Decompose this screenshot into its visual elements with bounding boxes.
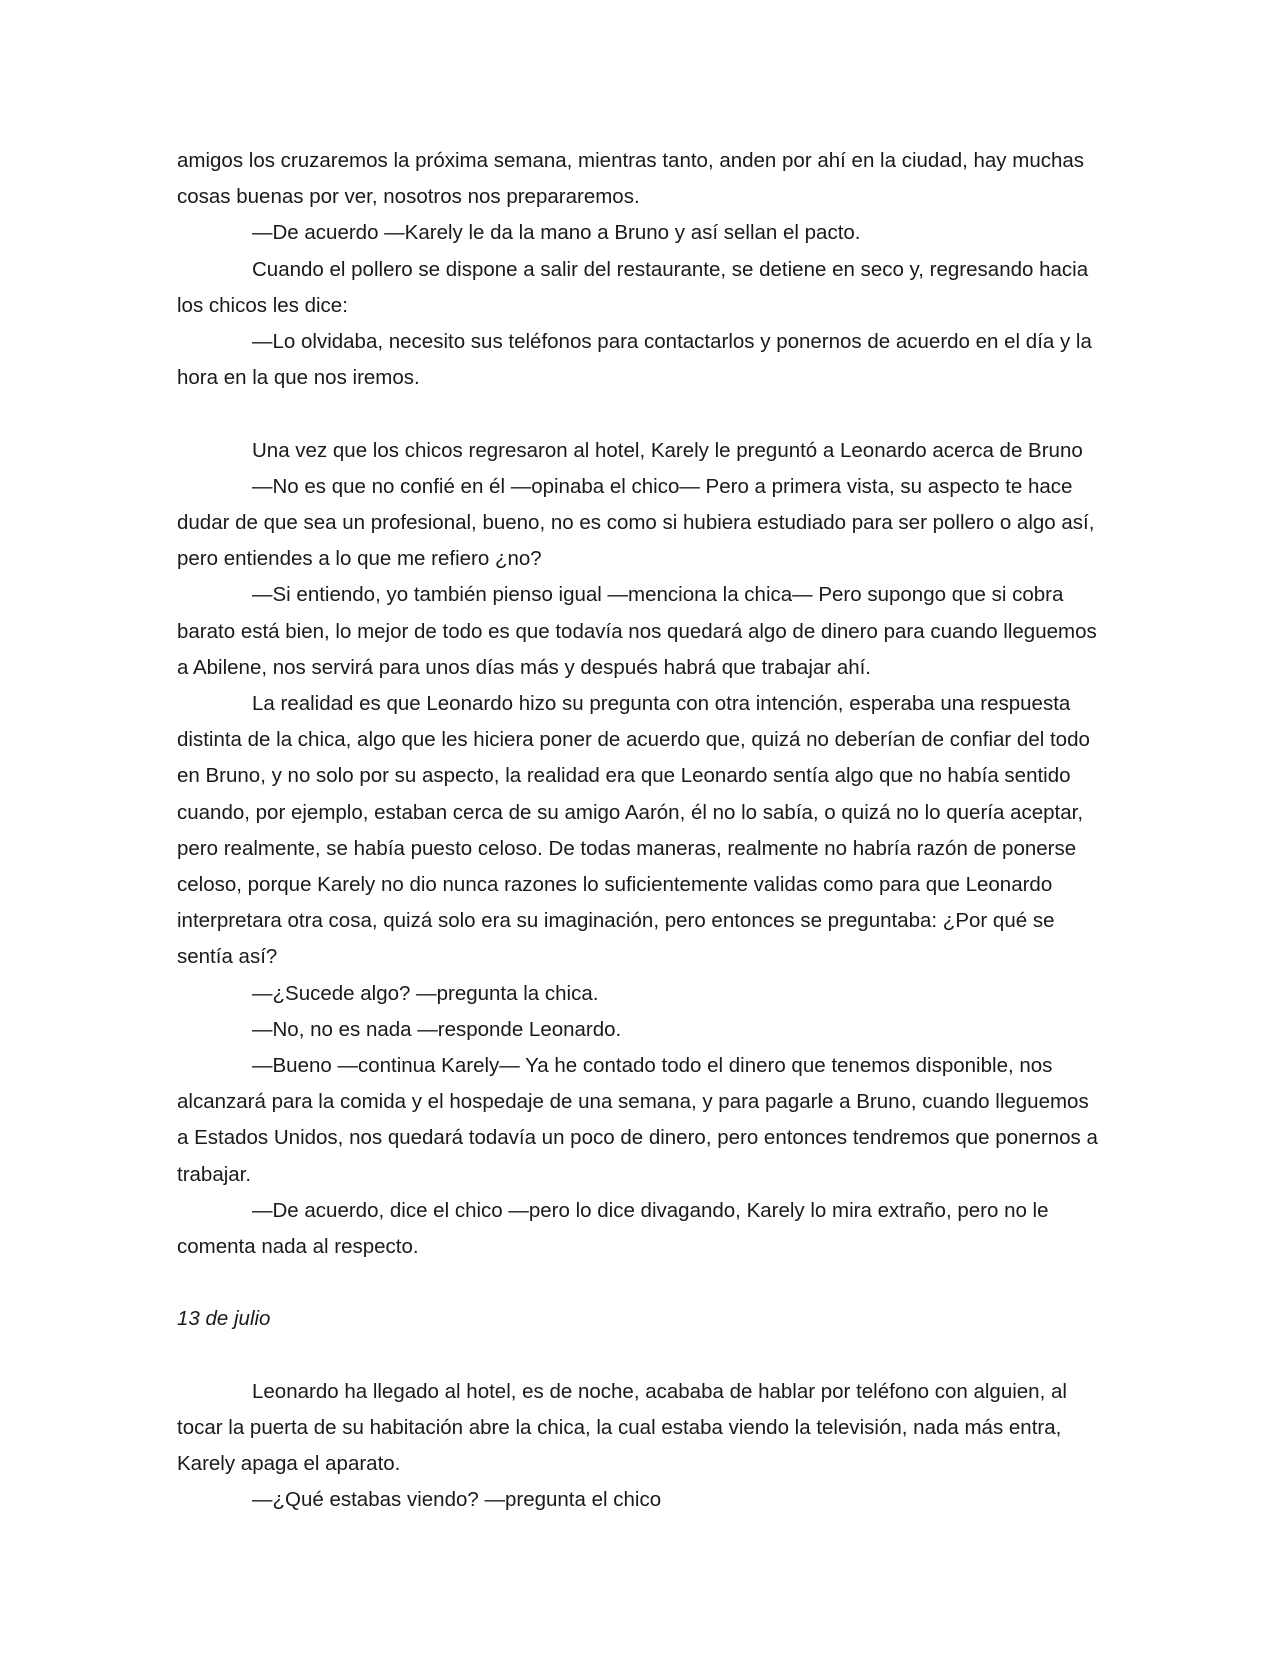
date-heading: 13 de julio <box>177 1307 271 1331</box>
document-body <box>177 143 1103 1519</box>
paragraph: La realidad es que Leonardo hizo su pregunta con otra intención, esperaba una respuesta distinta de la chica, algo que les hiciera poner de acuerdo que, quizá no deberían de confiar del todo en Bruno, y no solo por su aspecto, la realidad era que Leonardo sentía algo que no había sentido cuando, por ejemplo, estaban cerca de su amigo Aarón, él no lo sabía, o quizá no lo quería aceptar, pero realmente, se había puesto celoso. De todas maneras, realmente no habría razón de ponerse celoso, porque Karely no dio nunca razones lo suficientemente validas como para que Leonardo interpretara otra cosa, quizá solo era su imaginación, pero entonces se preguntaba: ¿Por qué se sentía así? <box>177 692 1090 969</box>
paragraph: Cuando el pollero se dispone a salir del restaurante, se detiene en seco y, regresando hacia los chicos les dice: <box>177 257 1089 317</box>
paragraph: —De acuerdo —Karely le da la mano a Bruno y así sellan el pacto. <box>252 221 861 245</box>
paragraph: —Bueno —continua Karely— Ya he contado todo el dinero que tenemos disponible, nos alcanzará para la comida y el hospedaje de una semana, y para pagarle a Bruno, cuando lleguemos a Estados Unidos, nos quedará todavía un poco de dinero, pero entonces tendremos que ponernos a trabajar. <box>177 1054 1098 1186</box>
paragraph: —Si entiendo, yo también pienso igual —menciona la chica— Pero supongo que si cobra barato está bien, lo mejor de todo es que todavía nos quedará algo de dinero para cuando lleguemos a Abilene, nos servirá para unos días más y después habrá que trabajar ahí. <box>177 583 1097 679</box>
paragraph: —¿Qué estabas viendo? —pregunta el chico <box>252 1488 662 1512</box>
paragraph: —¿Sucede algo? —pregunta la chica. <box>252 981 599 1005</box>
paragraph: —De acuerdo, dice el chico —pero lo dice divagando, Karely lo mira extraño, pero no le comenta nada al respecto. <box>177 1198 1049 1259</box>
paragraph: Leonardo ha llegado al hotel, es de noche, acababa de hablar por teléfono con alguien, al tocar la puerta de su habitación abre la chica, la cual estaba viendo la televisión, nada más entra, Karely apaga el aparato. <box>177 1379 1067 1476</box>
paragraph: Una vez que los chicos regresaron al hotel, Karely le preguntó a Leonardo acerca de Bruno <box>252 438 1083 462</box>
paragraph: —No es que no confié en él —opinaba el chico— Pero a primera vista, su aspecto te hace dudar de que sea un profesional, bueno, no es como si hubiera estudiado para ser pollero o algo así, pero entiendes a lo que me refiero ¿no? <box>177 474 1095 571</box>
paragraph: —Lo olvidaba, necesito sus teléfonos para contactarlos y ponernos de acuerdo en el día y la hora en la que nos iremos. <box>177 330 1092 390</box>
paragraph: amigos los cruzaremos la próxima semana, mientras tanto, anden por ahí en la ciudad, hay muchas cosas buenas por ver, nosotros nos prepararemos. <box>177 149 1085 209</box>
paragraph: —No, no es nada —responde Leonardo. <box>252 1017 622 1041</box>
